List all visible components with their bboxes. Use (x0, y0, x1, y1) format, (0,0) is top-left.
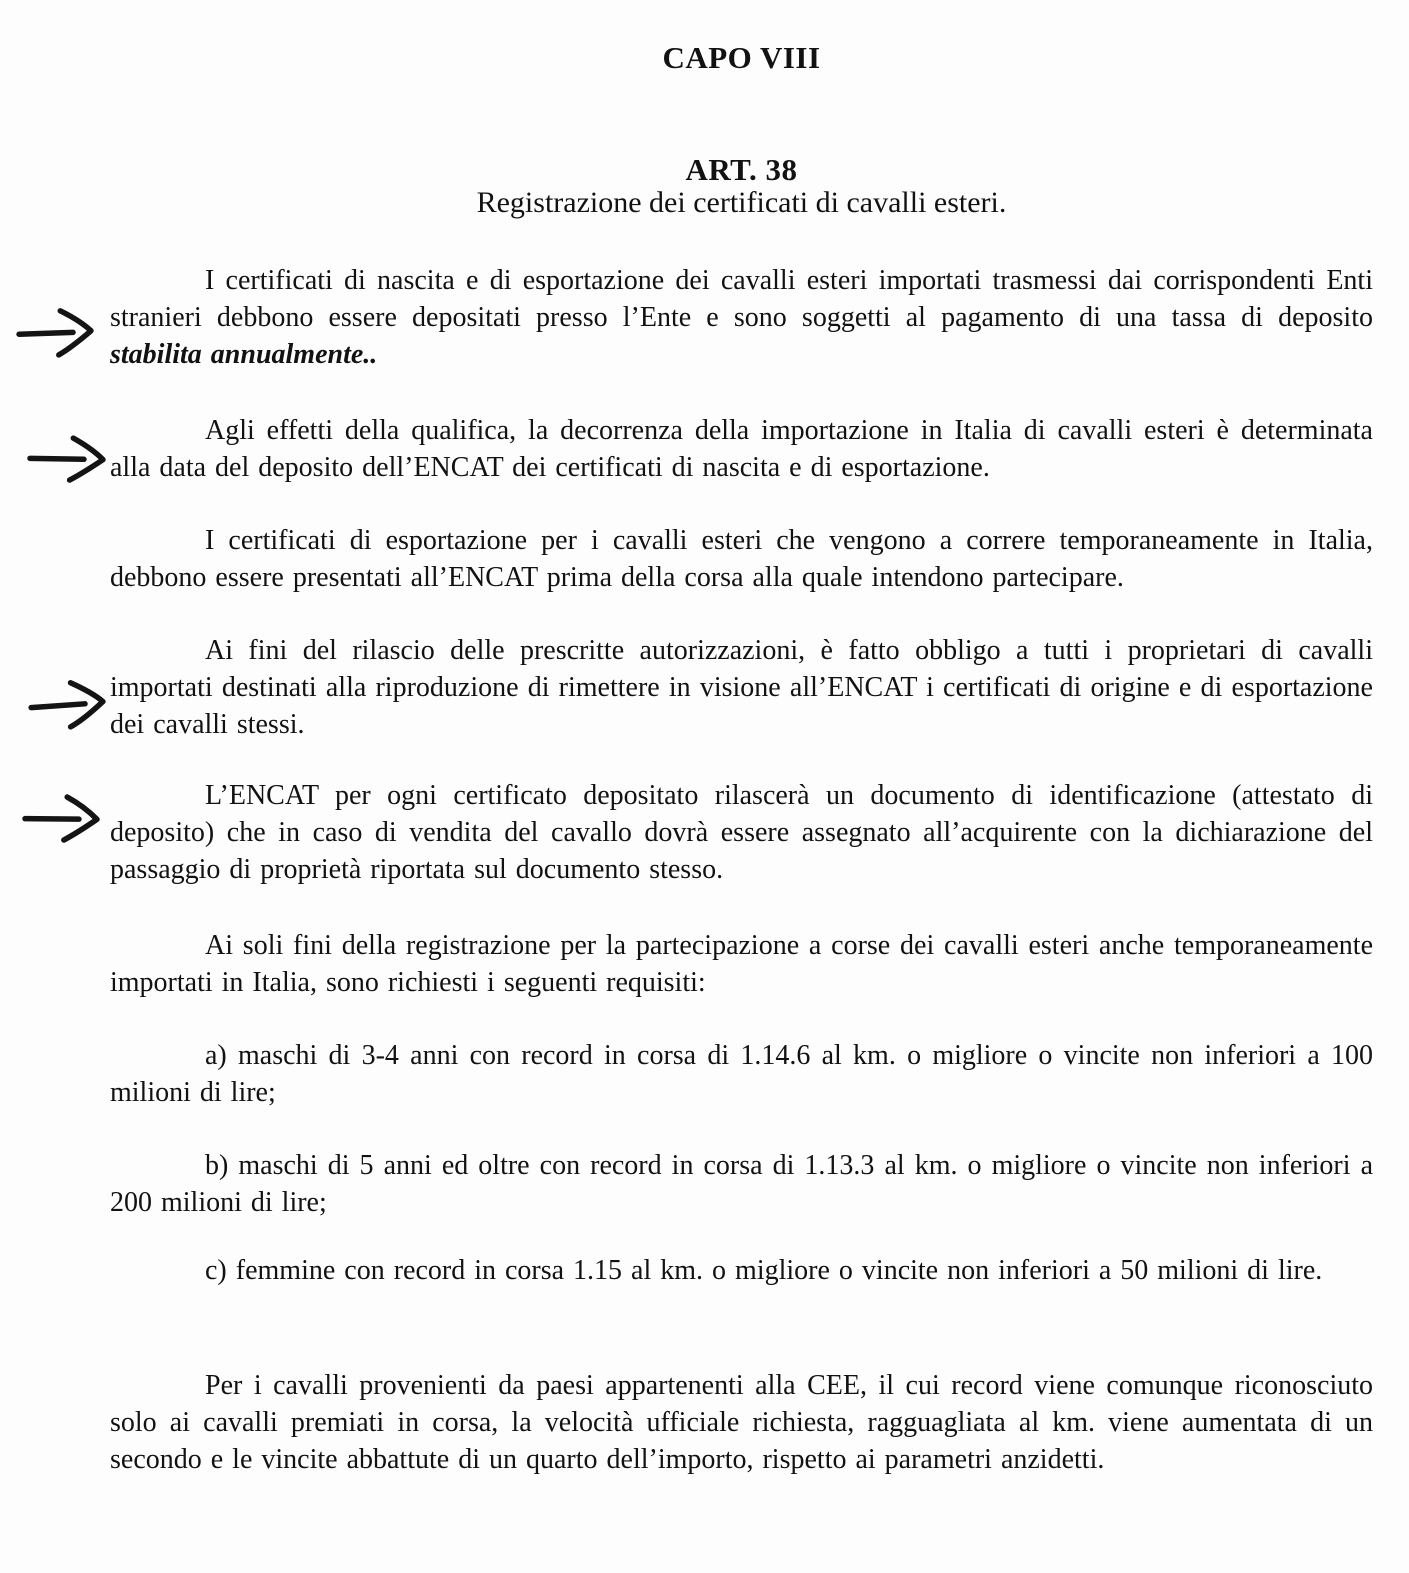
article-subheading: Registrazione dei certificati di cavalli esteri. (476, 186, 1007, 219)
paragraph-2: Agli effetti della qualifica, la decorrenza della importazione in Italia di cavalli esteri è determinata alla data del deposito dell’ENCAT dei certificati di nascita e di esportazione. (110, 415, 1373, 483)
article-heading: ART. 38 (685, 152, 798, 187)
paragraph-5: L’ENCAT per ogni certificato depositato rilascerà un documento di identificazione (attestato di deposito) che in caso di vendita del cavallo dovrà essere assegnato all’acquirente con la dichiarazione del passaggio di proprietà riportata sul documento stesso. (110, 780, 1373, 885)
paragraph-4: Ai fini del rilascio delle prescritte autorizzazioni, è fatto obbligo a tutti i proprietari di cavalli importati destinati alla riproduzione di rimettere in visione all’ENCAT i certificati di origine e di esportazione dei cavalli stessi. (110, 635, 1373, 740)
paragraph-7: Per i cavalli provenienti da paesi appartenenti alla CEE, il cui record viene comunque riconosciuto solo ai cavalli premiati in corsa, la velocità ufficiale richiesta, ragguagliata al km. viene aumentata di un secondo e le vincite abbattute di un quarto dell’importo, rispetto ai parametri anzidetti. (110, 1370, 1373, 1475)
right-arrow-icon (27, 431, 108, 484)
paragraph-6: Ai soli fini della registrazione per la partecipazione a corse dei cavalli esteri anche temporaneamente importati in Italia, sono richiesti i seguenti requisiti: (110, 930, 1373, 998)
text-column (110, 0, 1373, 1573)
paragraph-3: I certificati di esportazione per i cavalli esteri che vengono a correre temporaneamente in Italia, debbono essere presentati all’ENCAT prima della corsa alla quale intendono partecipare. (110, 525, 1373, 593)
paragraph-1 (110, 262, 1373, 373)
right-arrow-icon (15, 305, 97, 360)
item-a: a) maschi di 3-4 anni con record in corsa di 1.14.6 al km. o migliore o vincite non inferiori a 100 milioni di lire; (110, 1040, 1373, 1108)
right-arrow-icon (26, 675, 109, 732)
paragraph-1-emphasis: stabilita annualmente.. (110, 339, 378, 370)
chapter-heading: CAPO VIII (662, 40, 821, 75)
item-b: b) maschi di 5 anni ed oltre con record in corsa di 1.13.3 al km. o migliore o vincite non inferiori a 200 milioni di lire; (110, 1150, 1373, 1218)
paragraph-1-text: I certificati di nascita e di esportazione dei cavalli esteri importati trasmessi dai corrispondenti Enti stranieri debbono essere depositati presso l’Ente e sono soggetti al pagamento di una tassa di deposito (110, 265, 1373, 333)
right-arrow-icon (22, 792, 102, 845)
item-c: c) femmine con record in corsa 1.15 al km. o migliore o vincite non inferiori a 50 milioni di lire. (205, 1255, 1323, 1286)
